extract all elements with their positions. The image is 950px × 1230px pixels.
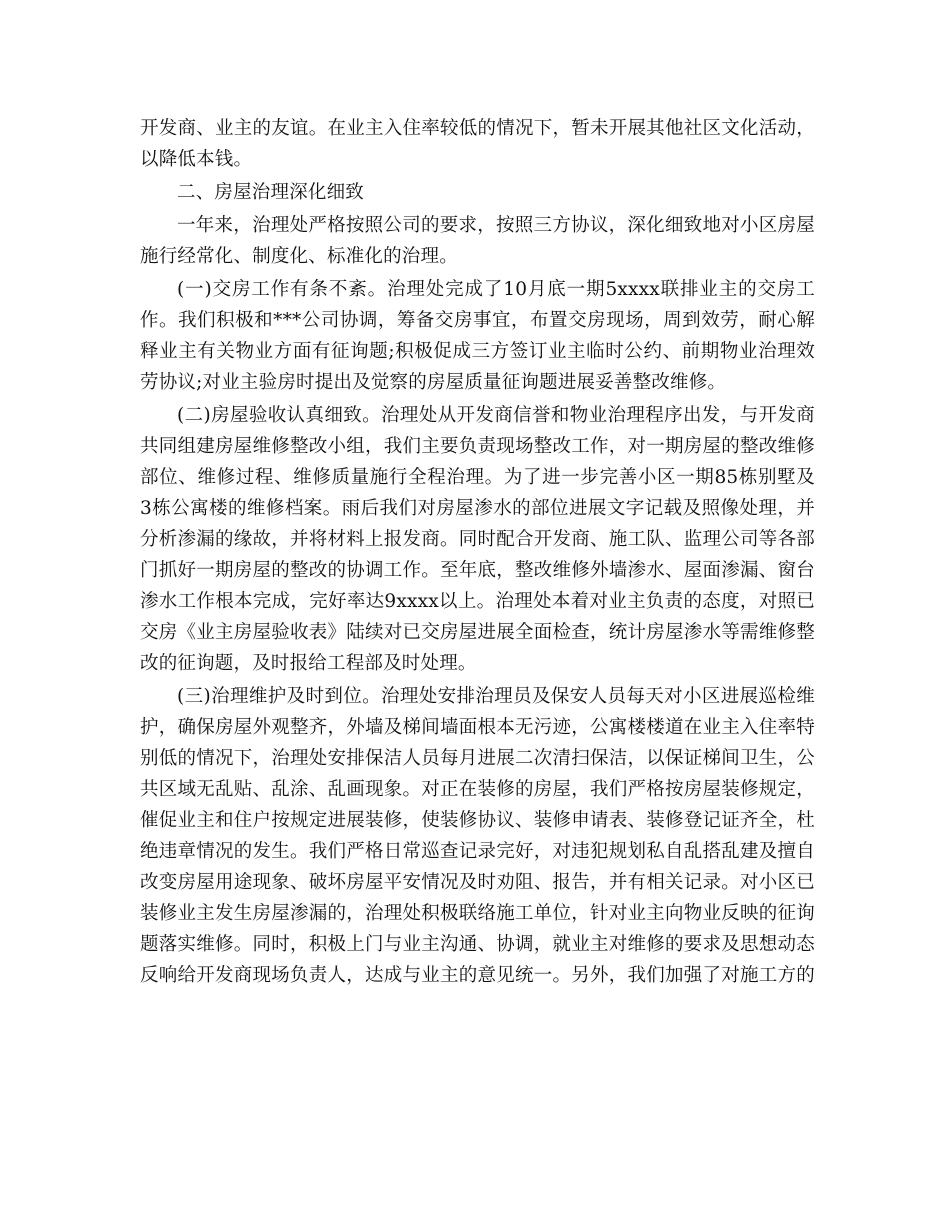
section-heading (140, 177, 815, 208)
text-line: 装修业主发生房屋渗漏的，治理处积极联络施工单位，针对业主向物业反映的征询 (140, 903, 815, 924)
text-line: 门抓好一期房屋的整改的协调工作。至年底，整改维修外墙渗水、屋面渗漏、窗台 (140, 560, 815, 581)
text-line: 交房《业主房屋验收表》陆续对已交房屋进展全面检查，统计房屋渗水等需维修整 (140, 622, 815, 643)
text-line: 别低的情况下，治理处安排保洁人员每月进展二次清扫保洁，以保证梯间卫生，公 (140, 748, 815, 769)
text-line: 护，确保房屋外观整齐，外墙及梯间墙面根本无污迹，公寓楼楼道在业主入住率特 (140, 717, 815, 738)
text-line: 作。我们积极和***公司协调，筹备交房事宜，布置交房现场，周到效劳，耐心解 (140, 310, 815, 331)
text-line: 渗水工作根本完成，完好率达9xxxx以上。治理处本着对业主负责的态度，对照已 (140, 591, 815, 612)
paragraph-continuation (140, 113, 815, 175)
text-line: 分析渗漏的缘故，并将材料上报发商。同时配合开发商、施工队、监理公司等各部 (140, 529, 815, 550)
text-line: 反响给开发商现场负责人，达成与业主的意见统一。另外，我们加强了对施工方的 (140, 965, 815, 986)
text-line: 共区域无乱贴、乱涂、乱画现象。对正在装修的房屋，我们严格按房屋装修规定， (140, 779, 815, 800)
text-line: 开发商、业主的友谊。在业主入住率较低的情况下，暂未开展其他社区文化活动， (140, 118, 815, 139)
text-line: 释业主有关物业方面有征询题;积极促成三方签订业主临时公约、前期物业治理效 (140, 341, 815, 362)
text-line: 改变房屋用途现象、破坏房屋平安情况及时劝阻、报告，并有相关记录。对小区已 (140, 872, 815, 893)
paragraph (140, 274, 815, 398)
text-line: 一年来，治理处严格按照公司的要求，按照三方协议，深化细致地对小区房屋 (177, 215, 815, 236)
text-line: 催促业主和住户按规定进展装修，使装修协议、装修申请表、装修登记证齐全，杜 (140, 810, 815, 831)
text-line: 共同组建房屋维修整改小组，我们主要负责现场整改工作，对一期房屋的整改维修 (140, 436, 815, 457)
text-line: 绝违章情况的发生。我们严格日常巡查记录完好，对违犯规划私自乱搭乱建及擅自 (140, 841, 815, 862)
text-line: 题落实维修。同时，积极上门与业主沟通、协调，就业主对维修的要求及思想动态 (140, 934, 815, 955)
text-line: (三)治理维护及时到位。治理处安排治理员及保安人员每天对小区进展巡检维 (177, 686, 815, 707)
paragraph (140, 210, 815, 272)
text-line: 3栋公寓楼的维修档案。雨后我们对房屋渗水的部位进展文字记载及照像处理，并 (140, 498, 815, 519)
text-line: (一)交房工作有条不紊。治理处完成了10月底一期5xxxx联排业主的交房工 (177, 279, 815, 300)
text-line: 改的征询题，及时报给工程部及时处理。 (140, 653, 477, 674)
text-line: 部位、维修过程、维修质量施行全程治理。为了进一步完善小区一期85栋别墅及 (140, 467, 815, 488)
paragraph (140, 400, 815, 679)
text-line: (二)房屋验收认真细致。治理处从开发商信誉和物业治理程序出发，与开发商 (177, 405, 815, 426)
text-line: 劳协议;对业主验房时提出及觉察的房屋质量征询题进展妥善整改维修。 (140, 372, 727, 393)
document-body (140, 113, 815, 991)
text-line: 以降低本钱。 (140, 149, 253, 170)
heading-text: 二、房屋治理深化细致 (177, 182, 365, 203)
paragraph (140, 681, 815, 991)
text-line: 施行经常化、制度化、标准化的治理。 (140, 246, 458, 267)
